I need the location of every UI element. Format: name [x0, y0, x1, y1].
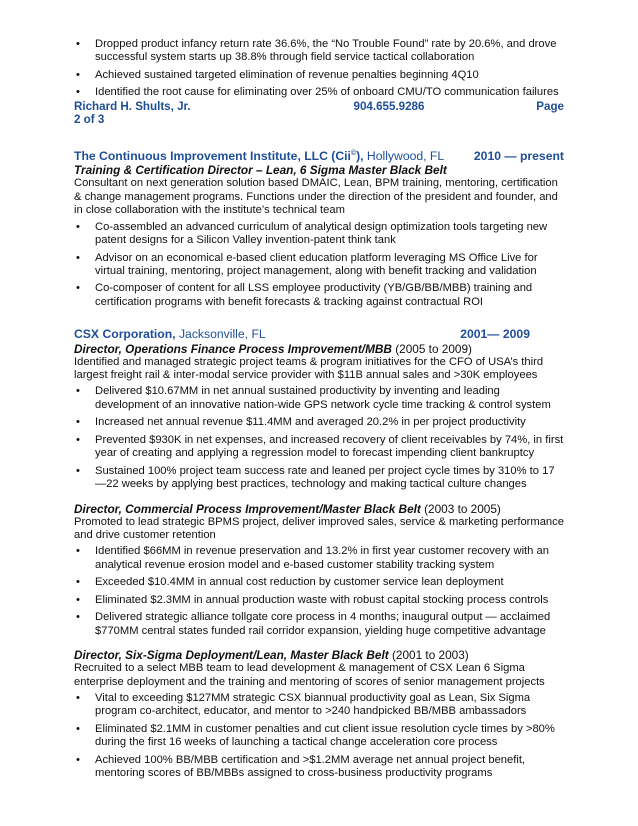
achievement-list — [74, 221, 564, 310]
list-item: • Eliminated $2.1MM in customer penalties and cut client issue resolution cycle times by >80% during the first 16 weeks of launching a tactical change acceleration core process — [74, 723, 564, 750]
carryover-bullet-list — [74, 38, 564, 100]
role-description: Recruited to a select MBB team to lead development & management of CSX Lean 6 Sigma enterprise deployment and the training and mentoring of scores of senior management projects — [74, 662, 545, 688]
list-item: • Co-assembled an advanced curriculum of analytical design optimization tools targeting new patent designs for a Silicon Valley invention-patent think tank — [74, 221, 564, 248]
list-item: • Vital to exceeding $127MM strategic CSX biannual productivity goal as Lean, Six Sigma program co-architect, educator, and mentor to >240 handpicked BB/MBB ambassadors — [74, 692, 564, 719]
list-item: • Eliminated $2.3MM in annual production waste with robust capital stocking process controls — [74, 594, 564, 607]
role-block — [74, 648, 564, 780]
role-title: Training & Certification Director – Lean, 6 Sigma Master Black Belt — [74, 163, 447, 178]
header-page-number: 2 of 3 — [74, 113, 105, 127]
achievement-list — [74, 385, 564, 491]
list-item: • Achieved sustained targeted elimination of revenue penalties beginning 4Q10 — [74, 69, 564, 82]
job-dates: 2001— 2009 — [460, 327, 530, 342]
role-years: (2001 to 2003) — [388, 648, 469, 663]
role-description: Consultant on next generation solution based DMAIC, Lean, BPM training, mentoring, certification & change management programs. Functions under the direction of the president and founder, and in close collaboration with the institute’s technical team — [74, 177, 558, 217]
company-location: Jacksonville, FL — [175, 327, 266, 342]
header-page-label: Page — [536, 99, 564, 113]
list-item: • Identified the root cause for eliminating over 25% of onboard CMU/TO communication failures — [74, 86, 564, 99]
company-name: The Continuous Improvement Institute, LLC (Cii — [74, 149, 351, 163]
copyright-mark: © — [350, 149, 357, 157]
role-title: Director, Six-Sigma Deployment/Lean, Master Black Belt (2001 to 2003) — [74, 648, 469, 663]
achievement-list — [74, 545, 564, 638]
company-location: Hollywood, FL — [363, 149, 445, 163]
list-item: • Increased net annual revenue $11.4MM and averaged 20.2% in per project productivity — [74, 416, 564, 429]
role-title: Director, Operations Finance Process Improvement/MBB (2005 to 2009) — [74, 341, 472, 356]
list-item: • Exceeded $10.4MM in annual cost reduction by customer service lean deployment — [74, 576, 564, 589]
role-block — [74, 342, 564, 492]
role-title: Director, Commercial Process Improvement/Master Black Belt (2003 to 2005) — [74, 501, 501, 516]
header-name: Richard H. Shults, Jr. — [74, 99, 191, 113]
list-item: • Sustained 100% project team success rate and leaned per project cycle times by 310% to 17—22 weeks by applying best practices, technology and making tactical culture changes — [74, 465, 564, 492]
role-description: Identified and managed strategic project teams & program initiatives for the CFO of USA’s third largest freight rail & inter-modal service provider with $11B annual sales and >30K employees — [74, 355, 544, 382]
page-header — [74, 100, 564, 127]
role-description: Promoted to lead strategic BPMS project, deliver improved sales, service & marketing performance and drive customer retention — [74, 515, 564, 541]
list-item: • Advisor on an economical e-based client education platform leveraging MS Office Live for virtual training, mentoring, project management, along with benefit tracking and validation — [74, 252, 564, 279]
list-item: • Identified $66MM in revenue preservation and 13.2% in first year customer recovery with an analytical revenue erosion model and e-based customer stability tracking system — [74, 545, 564, 572]
achievement-list — [74, 692, 564, 781]
header-phone: 904.655.9286 — [353, 99, 425, 113]
company-name-close: ), — [356, 149, 364, 163]
list-item: • Delivered $10.67MM in net annual sustained productivity by inventing and leading development of an innovative nation-wide GPS network cycle time tracking & control system — [74, 385, 564, 412]
role-years: (2003 to 2005) — [420, 501, 501, 516]
job-csx — [74, 327, 564, 780]
list-item: • Achieved 100% BB/MBB certification and >$1.2MM average net annual project benefit, mentoring scores of BB/MBBs assigned to cross-business productivity programs — [74, 754, 564, 781]
company-name: CSX Corporation, — [74, 327, 176, 342]
job-cii — [74, 149, 564, 309]
list-item: • Delivered strategic alliance tollgate core process in 4 months; inaugural output — acclaimed $770MM central states funded rail corridor expansion, yielding huge competitive advantage — [74, 611, 564, 638]
list-item: • Prevented $930K in net expenses, and increased recovery of client receivables by 74%, in first year of creating and applying a regression model to forecast impending client bankruptcy — [74, 434, 564, 461]
role-block — [74, 502, 564, 639]
list-item: • Co-composer of content for all LSS employee productivity (YB/GB/BB/MBB) training and certification programs with benefit forecasts & tracking against contractual ROI — [74, 282, 564, 309]
role-years: (2005 to 2009) — [391, 341, 472, 356]
job-dates: 2010 — present — [473, 149, 564, 163]
list-item: • Dropped product infancy return rate 36.6%, the “No Trouble Found” rate by 20.6%, and drove successful system starts up 38.8% through field service tactical collaboration — [74, 38, 564, 65]
